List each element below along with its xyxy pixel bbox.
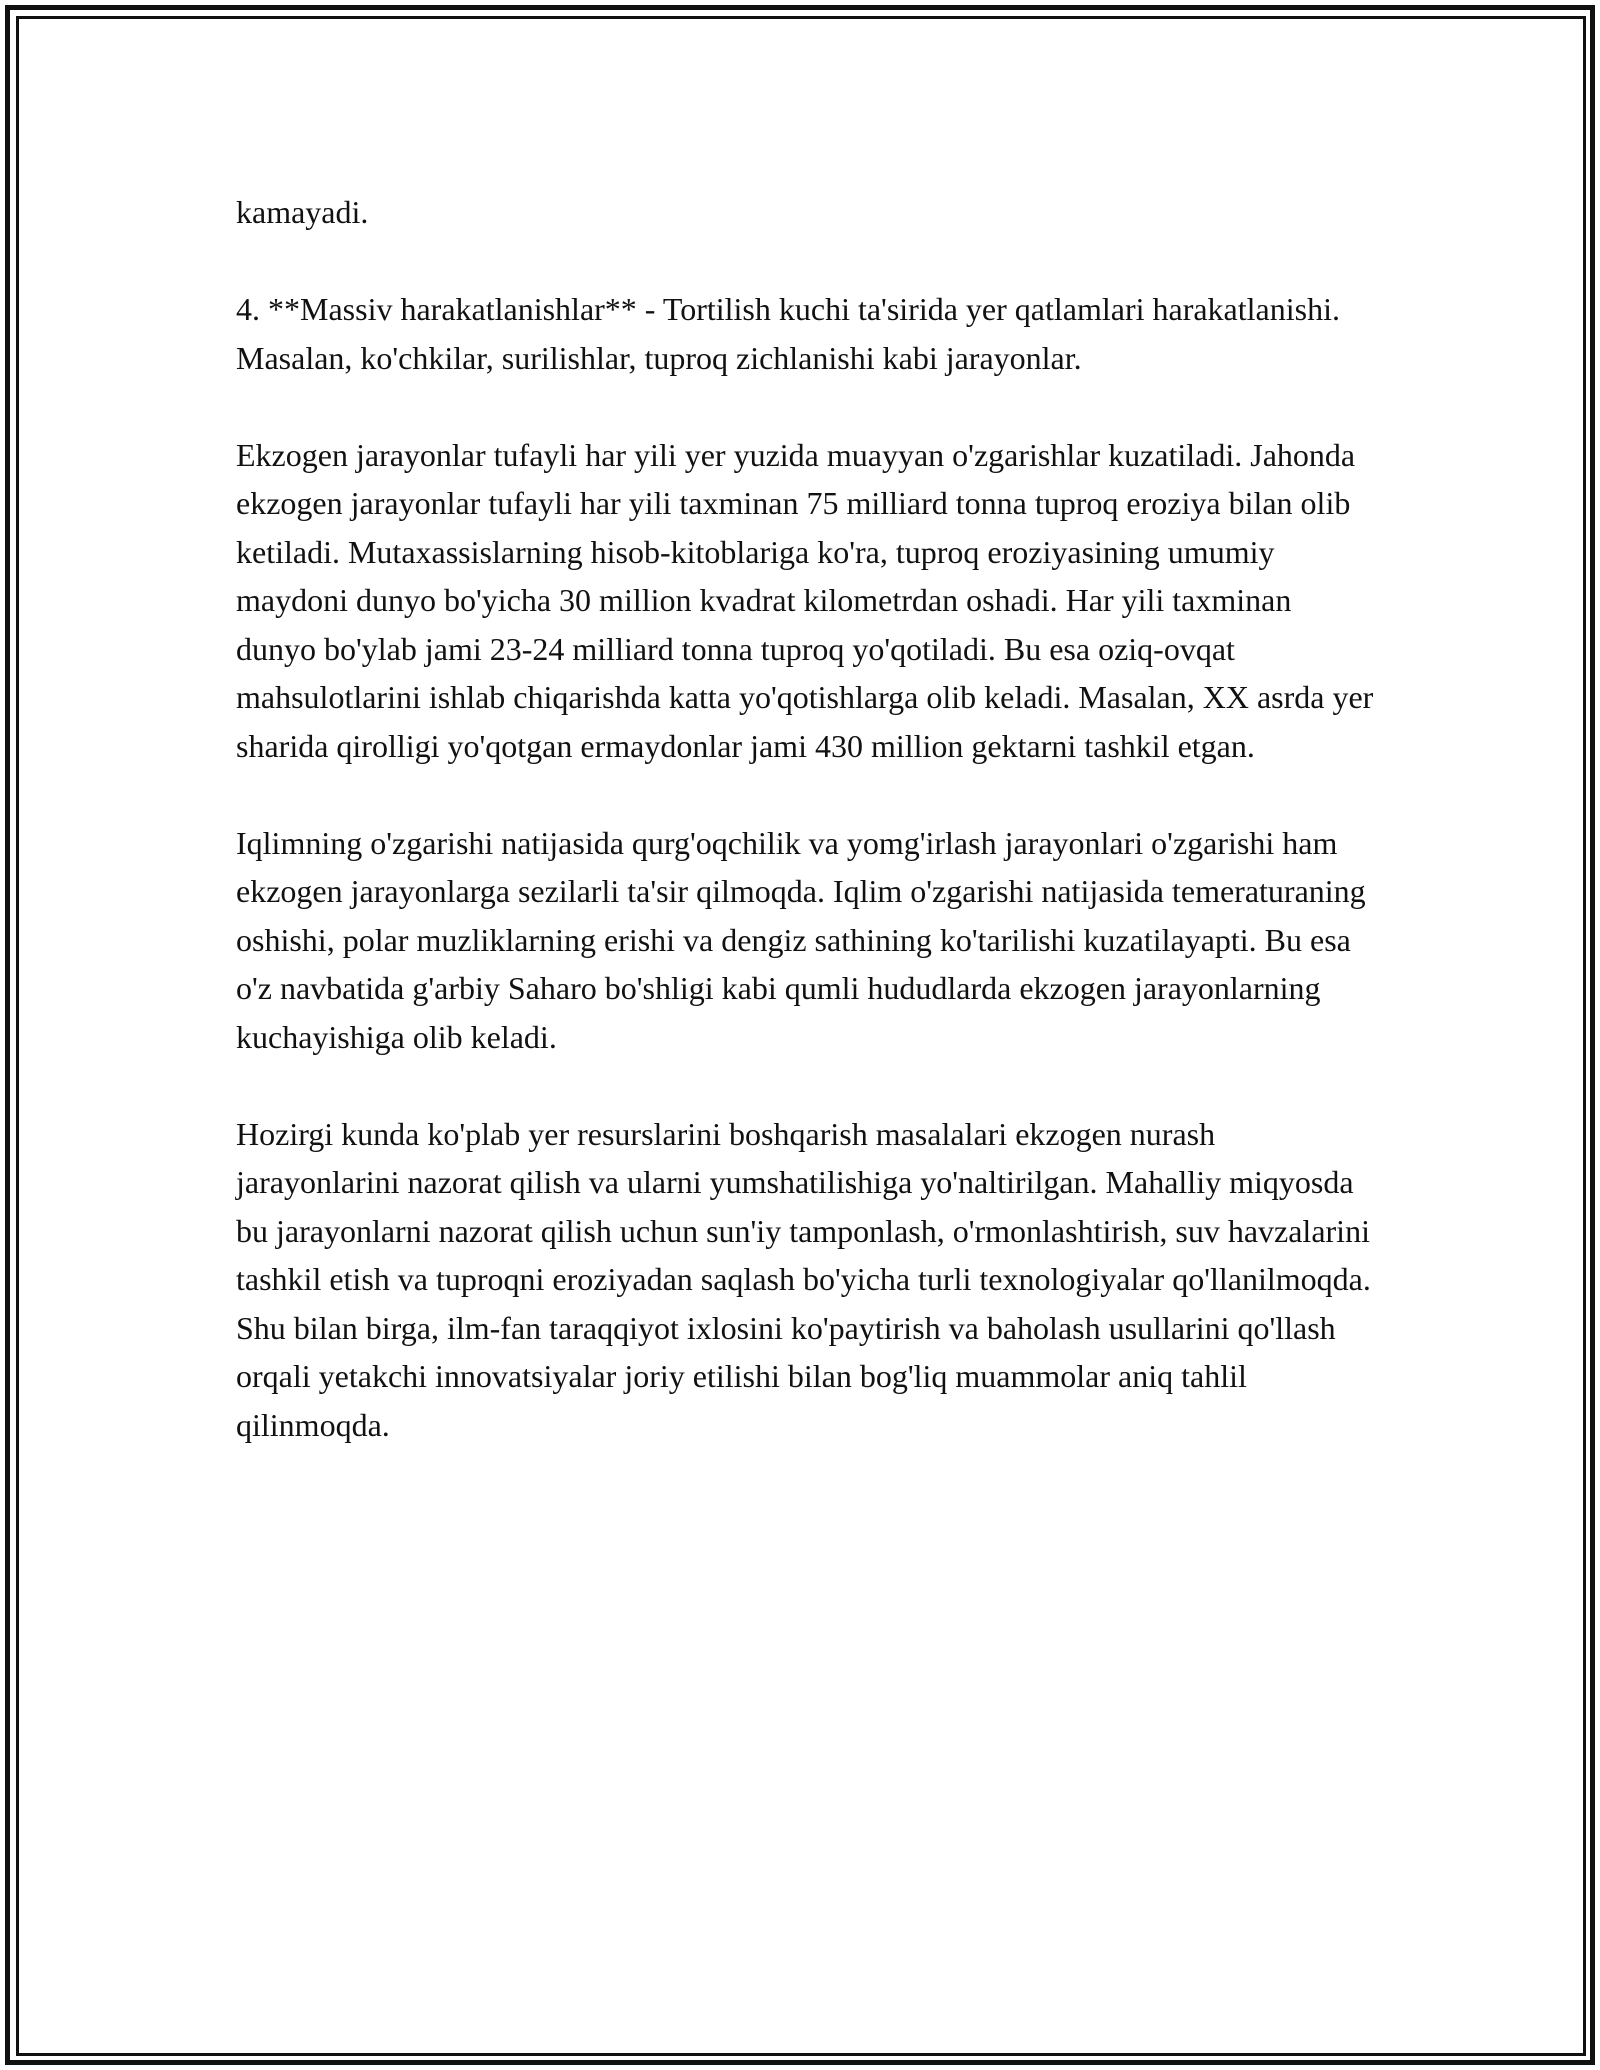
paragraph-land-management: Hozirgi kunda ko'plab yer resurslarini boshqarish masalalari ekzogen nurash jarayonlarini nazorat qilish va ularni yumshatilishiga yo'naltirilgan. Mahalliy miqyosda bu jarayonlarni nazorat qilish uchun sun'iy tamponlash, o'rmonlashtirish, suv havzalarini tashkil etish va tuproqni eroziyadan saqlash bo'yicha turli texnologiyalar qo'llanilmoqda. Shu bilan birga, ilm-fan taraqqiyot ixlosini ko'paytirish va baholash usullarini qo'llash orqali yetakchi innovatsiyalar joriy etilishi bilan bog'liq muammolar aniq tahlil qilinmoqda. bbox=[236, 1115, 1371, 1443]
document-body bbox=[236, 188, 1376, 1498]
paragraph-climate-change: Iqlimning o'zgarishi natijasida qurg'oqchilik va yomg'irlash jarayonlari o'zgarishi ham ekzogen jarayonlarga sezilarli ta'sir qilmoqda. Iqlim o'zgarishi natijasida temeraturaning oshishi, polar muzliklarning erishi va dengiz sathining ko'tarilishi kuzatilayapti. Bu esa o'z navbatida g'arbiy Saharo bo'shligi kabi qumli hududlarda ekzogen jarayonlarning kuchayishiga olib keladi. bbox=[236, 824, 1366, 1055]
paragraph-mass-movements: 4. **Massiv harakatlanishlar** - Tortilish kuchi ta'sirida yer qatlamlari harakatlanishi. Masalan, ko'chkilar, surilishlar, tuproq zichlanishi kabi jarayonlar. bbox=[236, 291, 1340, 376]
paragraph-continuation: kamayadi. bbox=[236, 194, 369, 230]
paragraph-erosion-statistics: Ekzogen jarayonlar tufayli har yili yer yuzida muayyan o'zgarishlar kuzatiladi. Jahonda ekzogen jarayonlar tufayli har yili taxminan 75 milliard tonna tuproq eroziya bilan olib ketiladi. Mutaxassislarning hisob-kitoblariga ko'ra, tuproq eroziyasining umumiy maydoni dunyo bo'yicha 30 million kvadrat kilometrdan oshadi. Har yili taxminan dunyo bo'ylab jami 23-24 milliard tonna tuproq yo'qotiladi. Bu esa oziq-ovqat mahsulotlarini ishlab chiqarishda katta yo'qotishlarga olib keladi. Masalan, XX asrda yer sharida qirolligi yo'qotgan ermaydonlar jami 430 million gektarni tashkil etgan. bbox=[236, 436, 1374, 764]
